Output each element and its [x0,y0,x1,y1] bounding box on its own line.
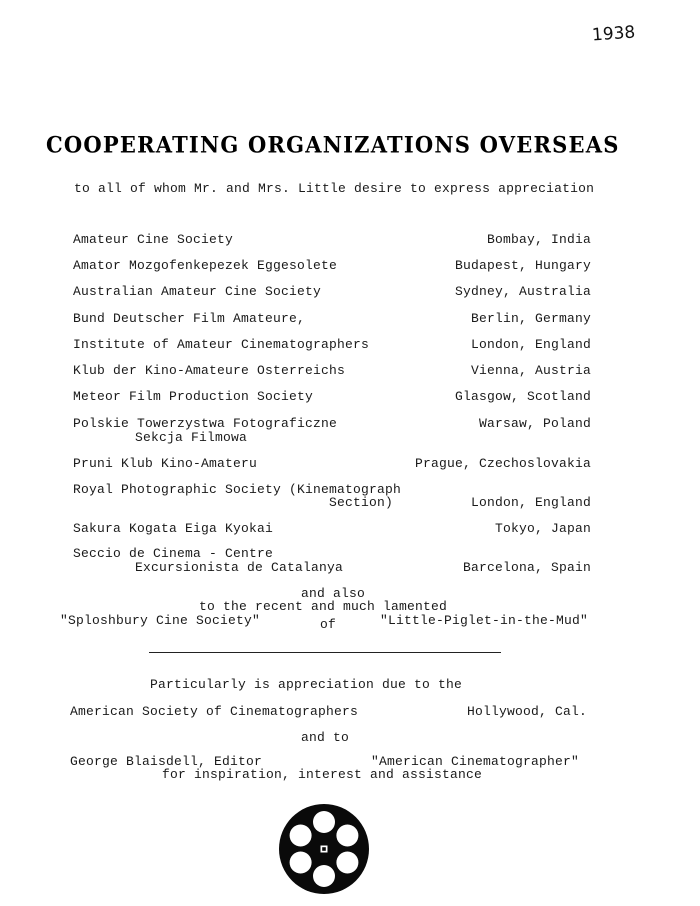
organization-name: Pruni Klub Kino-Amateru [73,456,258,471]
organization-location: Glasgow, Scotland [454,389,591,404]
organization-name: Meteor Film Production Society [73,389,314,404]
organization-name: Australian Amateur Cine Society [73,284,322,299]
organization-location: Barcelona, Spain [462,560,591,575]
organization-location: Sydney, Australia [454,284,591,299]
organization-name: Amator Mozgofenkepezek Eggesolete [73,258,338,273]
inspiration-text: for inspiration, interest and assistance [162,767,483,782]
organization-row [73,337,591,355]
organization-name-continued: Excursionista de Catalanya [135,560,344,575]
organization-row [73,482,591,516]
organization-location: Budapest, Hungary [454,258,591,273]
organization-row [73,389,591,407]
organization-location: Vienna, Austria [470,363,591,378]
organization-row [73,416,591,448]
organization-name: Bund Deutscher Film Amateure, [73,311,306,326]
organization-row [73,258,591,276]
organization-name-continued: Sekcja Filmowa [135,430,248,445]
magazine-name: "American Cinematographer" [371,754,580,769]
subtitle: to all of whom Mr. and Mrs. Little desire to express appreciation [74,181,595,196]
handwritten-year-note: 1938 [591,22,636,46]
organization-name: Polskie Towerzystwa Fotograficzne [73,416,338,431]
organization-row [73,232,591,250]
organization-row [73,546,591,580]
particularly-text: Particularly is appreciation due to the [150,677,463,692]
organization-location: Tokyo, Japan [494,521,591,536]
organization-row [73,456,591,474]
organization-name: Klub der Kino-Amateure Osterreichs [73,363,346,378]
piglet-text: "Little-Piglet-in-the-Mud" [380,613,589,628]
organization-location: London, England [470,495,591,510]
organization-row [73,363,591,381]
organization-name: Amateur Cine Society [73,232,234,247]
organization-name-continued: Section) [329,495,394,510]
film-reel-icon [278,803,370,900]
of-text: of [320,617,337,632]
organization-row [73,284,591,302]
and-to-text: and to [301,730,350,745]
organization-location: Warsaw, Poland [478,416,591,431]
organization-location: London, England [470,337,591,352]
organization-location: Bombay, India [486,232,591,247]
and-also-text: and also [301,586,366,601]
organization-location: Prague, Czechoslovakia [414,456,591,471]
organization-name: Royal Photographic Society (Kinematograph [73,482,402,497]
sploshbury-society: "Sploshbury Cine Society" [60,613,261,628]
asc-location: Hollywood, Cal. [467,704,588,719]
recent-text: to the recent and much lamented [199,599,448,614]
organization-name: Seccio de Cinema - Centre [73,546,274,561]
organization-row [73,311,591,329]
asc-name: American Society of Cinematographers [70,704,359,719]
organization-location: Berlin, Germany [470,311,591,326]
organization-name: Institute of Amateur Cinematographers [73,337,370,352]
editor-name: George Blaisdell, Editor [70,754,263,769]
organization-name: Sakura Kogata Eiga Kyokai [73,521,274,536]
organization-row [73,521,591,539]
section-divider [149,652,501,653]
page-title: COOPERATING ORGANIZATIONS OVERSEAS [46,131,620,158]
